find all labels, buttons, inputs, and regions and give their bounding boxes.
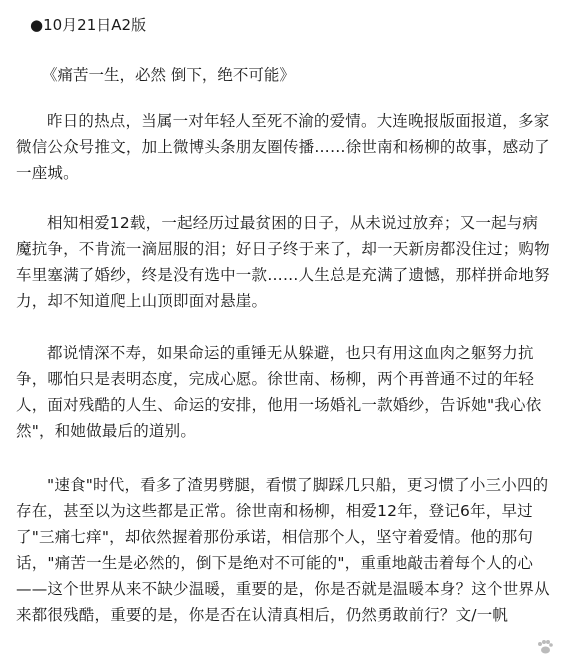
article-paragraph-2: 相知相爱12载，一起经历过最贫困的日子，从未说过放弃；又一起与病魔抗争，不肯流一滴屈服的泪；好日子终于来了，却一天新房都没住过；购物车里塞满了婚纱，终是没有选中一款……人生总是充满了遗憾，那样拼命地努力，却不知道爬上山顶即面对悬崖。 [16, 214, 550, 310]
article-paragraph-1: 昨日的热点，当属一对年轻人至死不渝的爱情。大连晚报版面报道，多家微信公众号推文，加上微博头条朋友圈传播……徐世南和杨柳的故事，感动了一座城。 [16, 112, 550, 182]
article-paragraph-3: 都说情深不寿，如果命运的重锤无从躲避，也只有用这血肉之躯努力抗争，哪怕只是表明态度，完成心愿。徐世南、杨柳，两个再普通不过的年轻人，面对残酷的人生、命运的安排，他用一场婚礼一款婚纱，告诉她"我心依然"，和她做最后的道别。 [16, 344, 542, 440]
article-headline: 《痛苦一生，必然 倒下，绝不可能》 [42, 66, 295, 84]
article-dateline: ●10月21日A2版 [30, 16, 147, 34]
article-paragraph-4: "速食"时代，看多了渣男劈腿，看惯了脚踩几只船，更习惯了小三小四的存在，甚至以为这些都是正常。徐世南和杨柳，相爱12年，登记6年，早过了"三痛七痒"，却依然握着那份承诺，相信那个人，坚守着爱情。他的那句话，"痛苦一生是必然的，倒下是绝对不可能的"，重重地敲击着每个人的心——这个世界从来不缺少温暖，重要的是，你是否就是温暖本身？这个世界从来都很残酷，重要的是，你是否在认清真相后，仍然勇敢前行？文/一帆 [16, 476, 550, 624]
watermark-logo [536, 639, 554, 655]
paw-icon [536, 639, 554, 655]
